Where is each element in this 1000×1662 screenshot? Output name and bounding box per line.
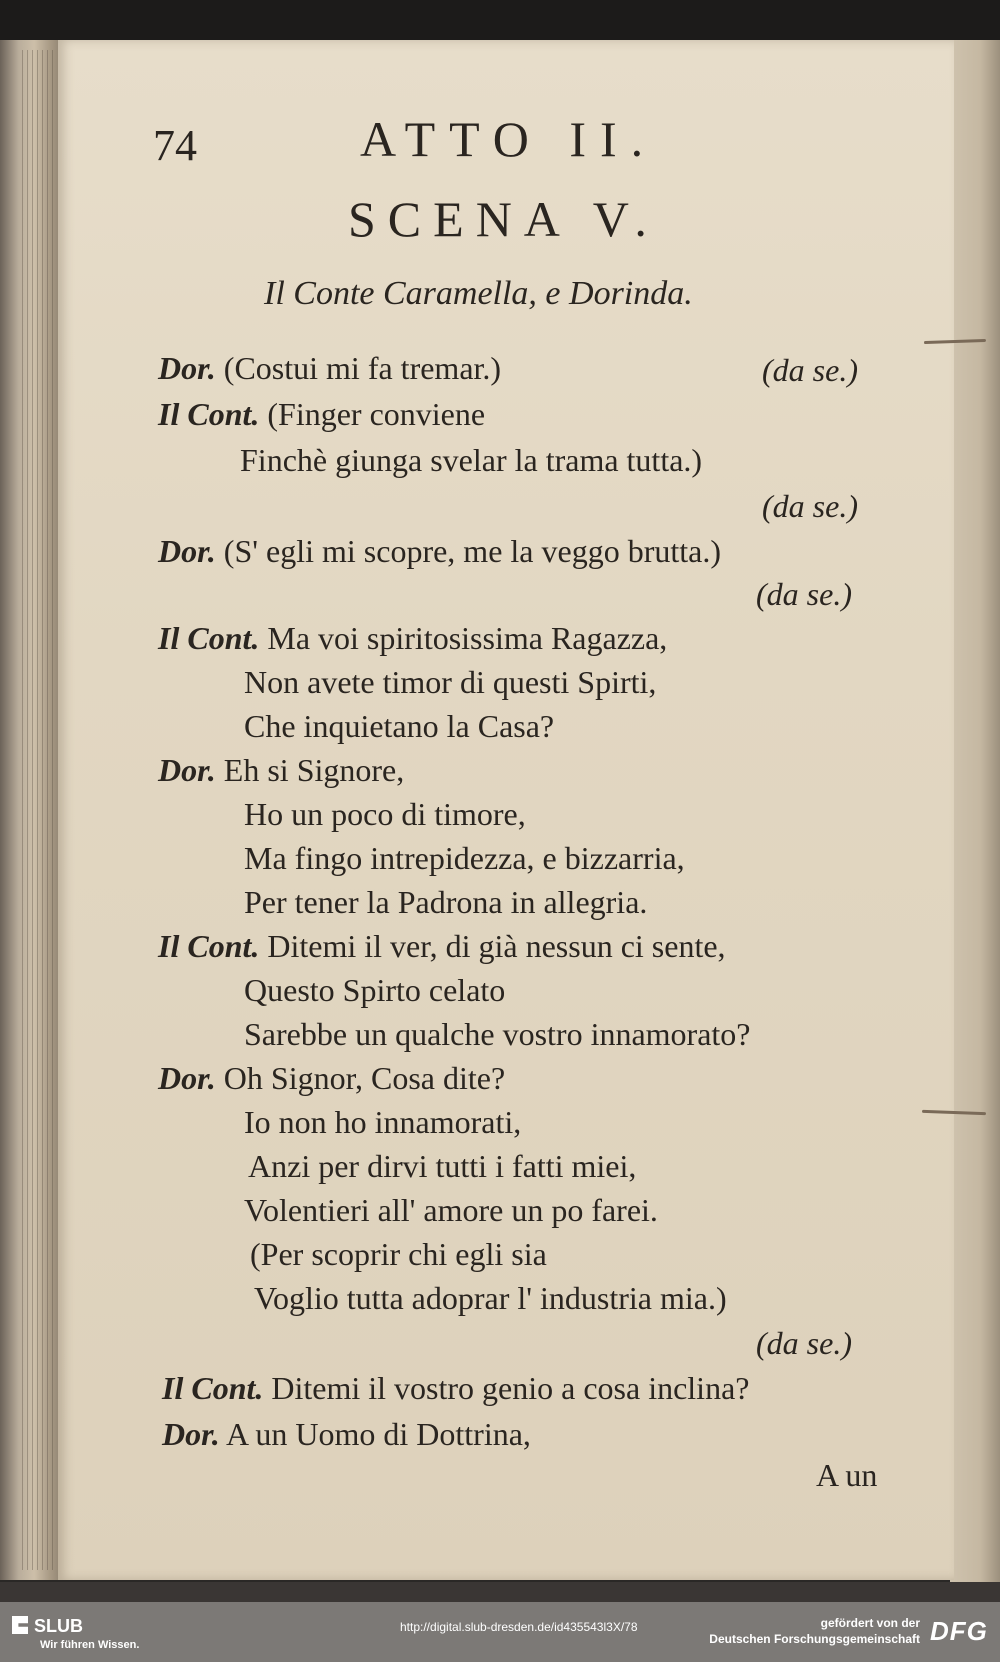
verse-line: Sarebbe un qualche vostro innamorato?: [244, 1016, 751, 1052]
scene-heading: SCENA V.: [348, 191, 659, 247]
verse-line: Per tener la Padrona in allegria.: [244, 884, 648, 920]
verse-line: Questo Spirto celato: [244, 972, 506, 1008]
verse-line: Voglio tutta adoprar l' industria mia.): [254, 1280, 727, 1316]
aside-label: (da se.): [756, 1325, 852, 1361]
footer-bar: [0, 1602, 1000, 1662]
verse-line: Ho un poco di timore,: [244, 796, 526, 832]
aside-label: (da se.): [756, 576, 852, 612]
verse-line: Non avete timor di questi Spirti,: [244, 664, 657, 700]
characters-line: Il Conte Caramella, e Dorinda.: [264, 275, 693, 312]
verse-line: Dor. A un Uomo di Dottrina,: [162, 1416, 531, 1452]
verse-line: Finchè giunga svelar la trama tutta.): [240, 442, 703, 478]
verse-line: Volentieri all' amore un po farei.: [244, 1192, 658, 1228]
scan-bottom-strip: [0, 1582, 1000, 1602]
verse-line: Dor. Oh Signor, Cosa dite?: [158, 1060, 506, 1096]
aside-label: (da se.): [762, 488, 858, 524]
dfg-logo[interactable]: DFG: [930, 1616, 988, 1646]
verse-line: Il Cont. (Finger conviene: [158, 396, 486, 432]
slub-logo[interactable]: SLUB: [12, 1616, 83, 1637]
slub-logo-icon: [12, 1616, 28, 1634]
verse-line: Dor. Eh si Signore,: [158, 752, 405, 788]
slub-tagline: Wir führen Wissen.: [40, 1639, 140, 1651]
verse-line: (Per scoprir chi egli sia: [250, 1236, 547, 1272]
verse-line: Il Cont. Ditemi il vostro genio a cosa inclina?: [162, 1370, 750, 1406]
verse-line: Anzi per dirvi tutti i fatti miei,: [248, 1148, 637, 1184]
verse-line: Il Cont. Ditemi il ver, di già nessun ci sente,: [158, 928, 726, 964]
permalink[interactable]: http://digital.slub-dresden.de/id435543l3X/78: [400, 1620, 638, 1634]
verse-line: Che inquietano la Casa?: [244, 708, 555, 744]
verse-line: Dor. (S' egli mi scopre, me la veggo brutta.): [158, 533, 721, 569]
funding-note: gefördert von der Deutschen Forschungsgemeinschaft: [709, 1616, 920, 1646]
verse-line: Dor. (Costui mi fa tremar.): [158, 350, 502, 386]
act-heading: ATTO II.: [360, 111, 658, 167]
catchword: A un: [816, 1457, 878, 1493]
verse-line: Ma fingo intrepidezza, e bizzarria,: [244, 840, 685, 876]
verse-line: Il Cont. Ma voi spiritosissima Ragazza,: [158, 620, 668, 656]
page-number: 74: [153, 121, 197, 170]
aside-label: (da se.): [762, 352, 858, 388]
verse-line: Io non ho innamorati,: [244, 1104, 522, 1140]
